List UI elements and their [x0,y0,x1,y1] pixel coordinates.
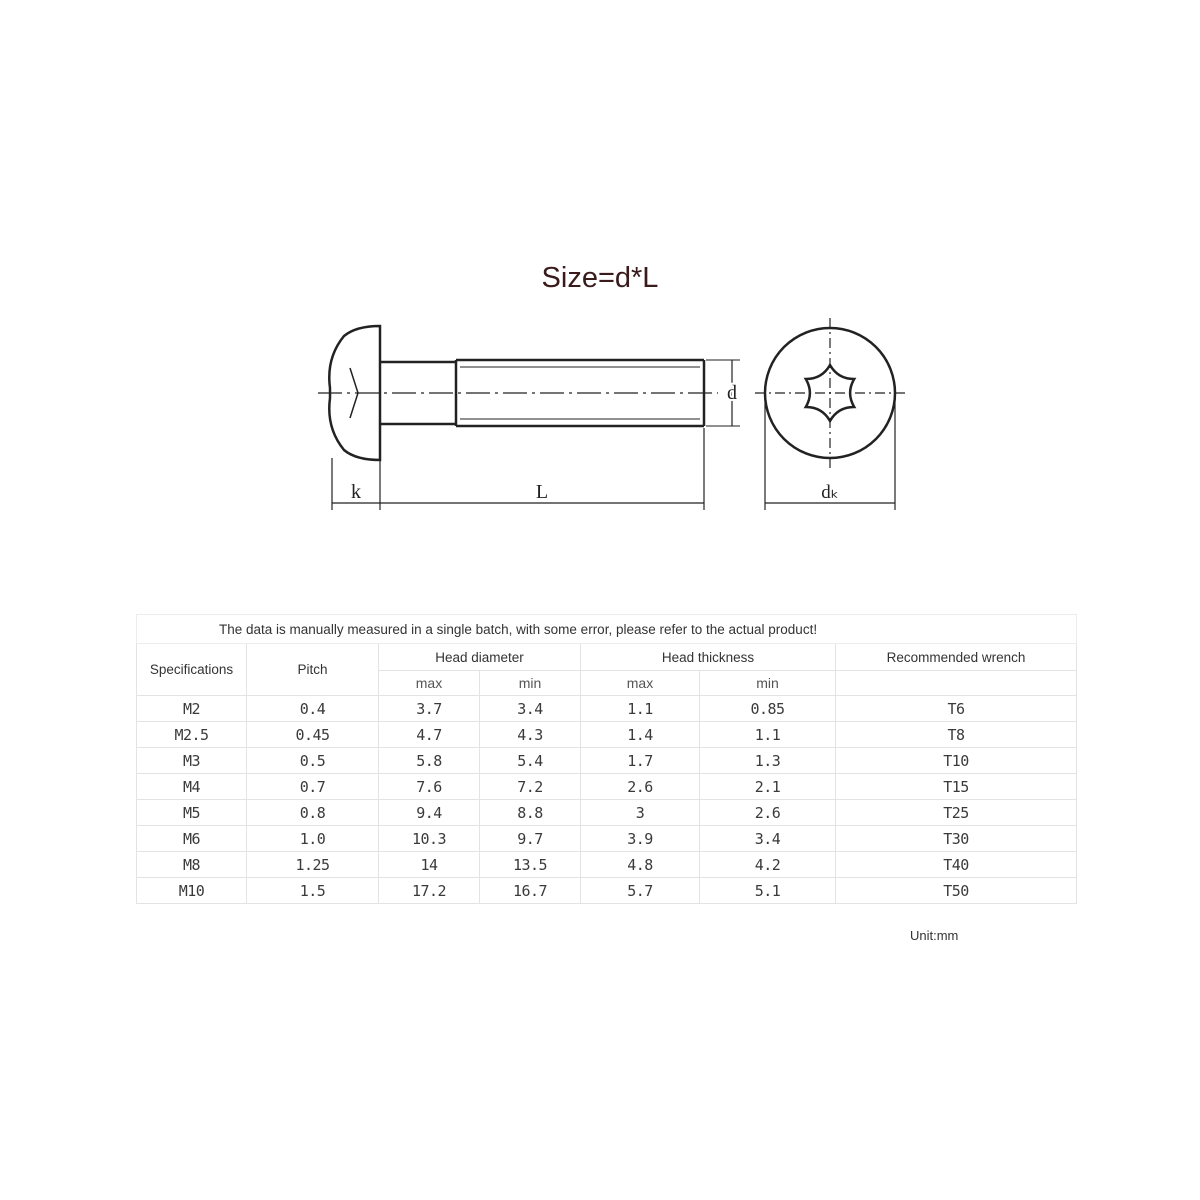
table-row [137,748,1077,774]
header-head-diameter: Head diameter [379,644,581,671]
cell-hd-max: 9.4 [379,800,480,826]
cell-wrench: T6 [836,696,1077,722]
cell-spec: M5 [137,800,247,826]
table-row [137,800,1077,826]
cell-hd-min: 4.3 [480,722,581,748]
screw-side-view-icon [318,326,740,510]
page-title: Size=d*L [541,262,659,294]
cell-hd-max: 14 [379,852,480,878]
subheader-ht-min: min [700,671,836,696]
unit-label: Unit:mm [910,928,959,943]
cell-wrench: T30 [836,826,1077,852]
cell-hd-min: 16.7 [480,878,581,904]
header-pitch: Pitch [247,644,379,696]
cell-hd-max: 5.8 [379,748,480,774]
cell-hd-max: 17.2 [379,878,480,904]
cell-hd-max: 10.3 [379,826,480,852]
subheader-hd-min: min [480,671,581,696]
cell-pitch: 0.8 [247,800,379,826]
cell-pitch: 1.25 [247,852,379,878]
cell-hd-min: 3.4 [480,696,581,722]
screw-technical-drawing [300,318,930,518]
label-L: L [535,481,549,503]
cell-wrench: T10 [836,748,1077,774]
cell-ht-min: 2.6 [700,800,836,826]
cell-wrench: T25 [836,800,1077,826]
cell-ht-min: 1.3 [700,748,836,774]
cell-spec: M8 [137,852,247,878]
table-row [137,722,1077,748]
header-specifications: Specifications [137,644,247,696]
cell-hd-min: 8.8 [480,800,581,826]
cell-hd-max: 3.7 [379,696,480,722]
cell-spec: M4 [137,774,247,800]
cell-spec: M2 [137,696,247,722]
cell-spec: M3 [137,748,247,774]
cell-wrench: T40 [836,852,1077,878]
cell-ht-max: 4.8 [581,852,700,878]
specifications-table [136,614,1077,904]
table-row [137,774,1077,800]
table-row [137,878,1077,904]
cell-spec: M6 [137,826,247,852]
cell-hd-min: 13.5 [480,852,581,878]
cell-ht-min: 2.1 [700,774,836,800]
cell-hd-min: 5.4 [480,748,581,774]
cell-pitch: 0.7 [247,774,379,800]
cell-ht-max: 2.6 [581,774,700,800]
cell-hd-max: 7.6 [379,774,480,800]
cell-wrench: T50 [836,878,1077,904]
cell-ht-min: 1.1 [700,722,836,748]
subheader-ht-max: max [581,671,700,696]
label-d: d [727,382,737,404]
cell-wrench: T15 [836,774,1077,800]
cell-ht-min: 4.2 [700,852,836,878]
cell-spec: M2.5 [137,722,247,748]
header-head-thickness: Head thickness [581,644,836,671]
table-row [137,696,1077,722]
cell-pitch: 1.0 [247,826,379,852]
cell-pitch: 0.45 [247,722,379,748]
cell-pitch: 0.5 [247,748,379,774]
table-row [137,852,1077,878]
cell-ht-max: 3 [581,800,700,826]
subheader-hd-max: max [379,671,480,696]
cell-pitch: 1.5 [247,878,379,904]
cell-ht-max: 1.7 [581,748,700,774]
cell-ht-max: 1.1 [581,696,700,722]
cell-spec: M10 [137,878,247,904]
cell-ht-max: 1.4 [581,722,700,748]
label-k: k [351,481,361,503]
cell-ht-max: 3.9 [581,826,700,852]
cell-pitch: 0.4 [247,696,379,722]
label-dk: dₖ [821,482,839,503]
cell-hd-min: 7.2 [480,774,581,800]
cell-wrench: T8 [836,722,1077,748]
cell-ht-min: 3.4 [700,826,836,852]
cell-ht-min: 0.85 [700,696,836,722]
cell-ht-min: 5.1 [700,878,836,904]
table-row [137,826,1077,852]
cell-ht-max: 5.7 [581,878,700,904]
header-recommended-wrench: Recommended wrench [836,644,1077,671]
cell-hd-max: 4.7 [379,722,480,748]
cell-hd-min: 9.7 [480,826,581,852]
subheader-wrench-empty [836,671,1077,696]
measurement-note: The data is manually measured in a single batch, with some error, please refer to the actual product! [137,615,1077,644]
